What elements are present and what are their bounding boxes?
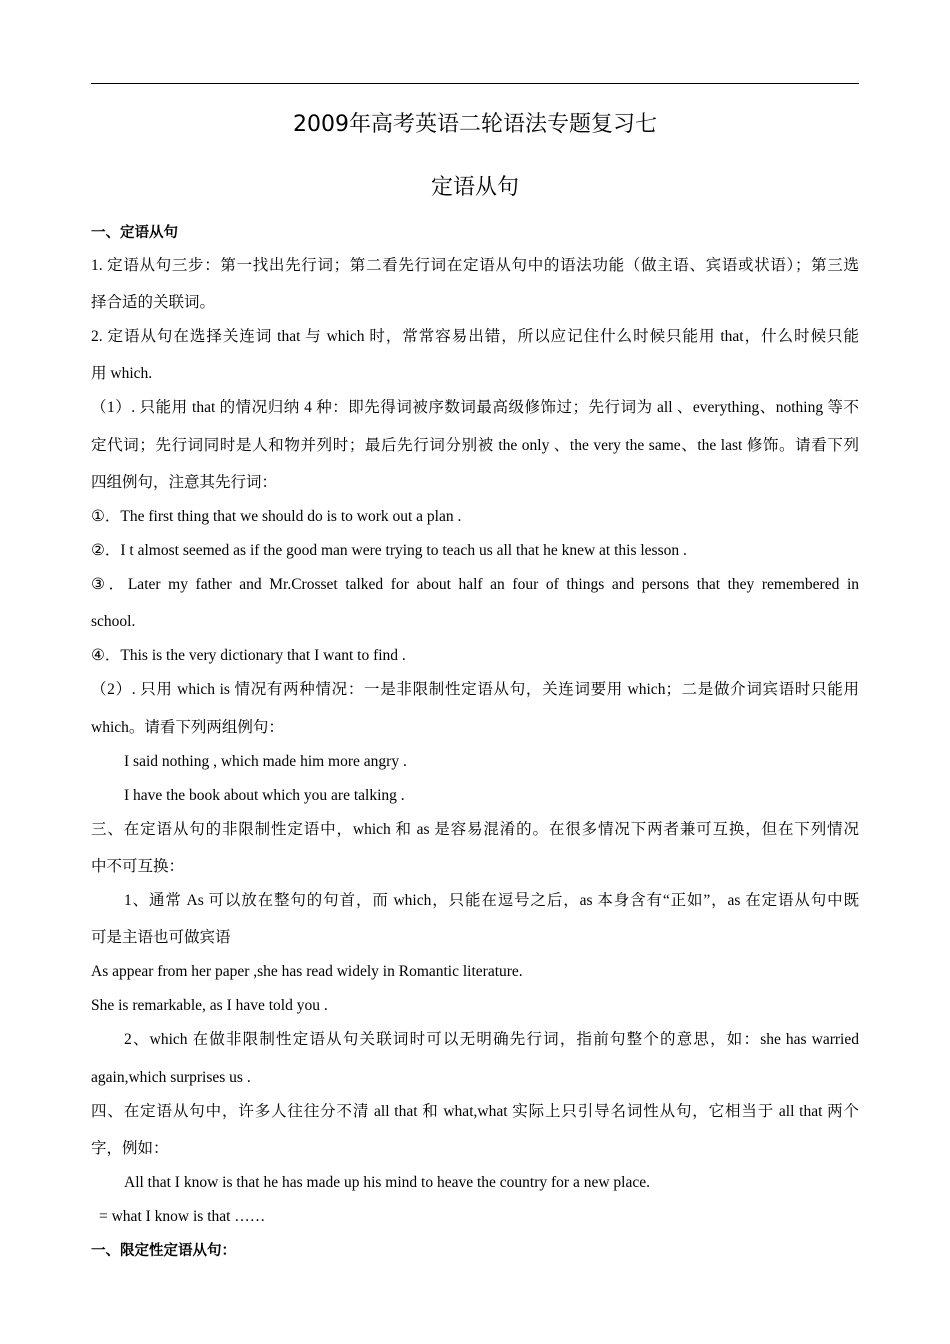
example-sentence: All that I know is that he has made up his mind to heave the country for a new place. bbox=[124, 1174, 650, 1191]
paragraph-line: （2）. 只用 which is 情况有两种情况：一是非限制性定语从句，关连词要用 which；二是做介词宾语时只能用 bbox=[91, 681, 859, 698]
example-sentence: As appear from her paper ,she has read widely in Romantic literature. bbox=[91, 963, 523, 980]
example-sentence: ③．Later my father and Mr.Crosset talked for about half an four of things and persons that they remembered in bbox=[91, 576, 859, 593]
section-heading: 一、限定性定语从句： bbox=[91, 1243, 236, 1259]
document-title: 2009年高考英语二轮语法专题复习七 bbox=[293, 112, 657, 137]
example-sentence: ②．I t almost seemed as if the good man were trying to teach us all that he knew at this lesson . bbox=[91, 542, 687, 559]
paragraph-line: which。请看下列两组例句： bbox=[91, 719, 284, 736]
paragraph-line: 用 which. bbox=[91, 365, 153, 382]
paragraph-line: again,which surprises us . bbox=[91, 1069, 251, 1086]
paragraph-line: 中不可互换： bbox=[91, 858, 185, 875]
example-sentence: ①．The first thing that we should do is to work out a plan . bbox=[91, 508, 462, 525]
paragraph-line: 四、在定语从句中，许多人往往分不清 all that 和 what,what 实际上只引导名词性从句，它相当于 all that 两个 bbox=[91, 1103, 859, 1120]
example-sentence: school. bbox=[91, 613, 136, 630]
example-sentence: ④．This is the very dictionary that I want to find . bbox=[91, 647, 406, 664]
header-rule bbox=[91, 83, 859, 84]
example-sentence: I have the book about which you are talking . bbox=[124, 787, 405, 804]
paragraph-line: （1）. 只能用 that 的情况归纳 4 种：即先得词被序数词最高级修饰过；先行词为 all 、everything、nothing 等不 bbox=[91, 399, 859, 416]
example-sentence: She is remarkable, as I have told you . bbox=[91, 997, 328, 1014]
paragraph-line: 定代词；先行词同时是人和物并列时；最后先行词分别被 the only 、the very the same、the last 修饰。请看下列 bbox=[91, 437, 859, 454]
paragraph-line: 字，例如： bbox=[91, 1140, 169, 1157]
paragraph-line: 四组例句，注意其先行词： bbox=[91, 474, 278, 491]
section-heading: 一、定语从句 bbox=[91, 225, 178, 241]
paragraph-line: 2. 定语从句在选择关连词 that 与 which 时，常常容易出错，所以应记住什么时候只能用 that，什么时候只能 bbox=[91, 328, 859, 345]
paragraph-line: 2、which 在做非限制性定语从句关联词时可以无明确先行词，指前句整个的意思，如：she has warried bbox=[124, 1031, 859, 1048]
document-subtitle: 定语从句 bbox=[430, 175, 519, 200]
example-sentence: = what I know is that …… bbox=[99, 1208, 266, 1225]
example-sentence: I said nothing , which made him more angry . bbox=[124, 753, 407, 770]
paragraph-line: 可是主语也可做宾语 bbox=[91, 929, 231, 946]
paragraph-line: 1、通常 As 可以放在整句的句首，而 which，只能在逗号之后，as 本身含有“正如”，as 在定语从句中既 bbox=[124, 892, 859, 909]
paragraph-line: 1. 定语从句三步：第一找出先行词；第二看先行词在定语从句中的语法功能（做主语、宾语或状语）；第三选 bbox=[91, 257, 859, 274]
paragraph-line: 择合适的关联词。 bbox=[91, 294, 216, 311]
paragraph-line: 三、在定语从句的非限制性定语中，which 和 as 是容易混淆的。在很多情况下两者兼可互换，但在下列情况 bbox=[91, 821, 859, 838]
